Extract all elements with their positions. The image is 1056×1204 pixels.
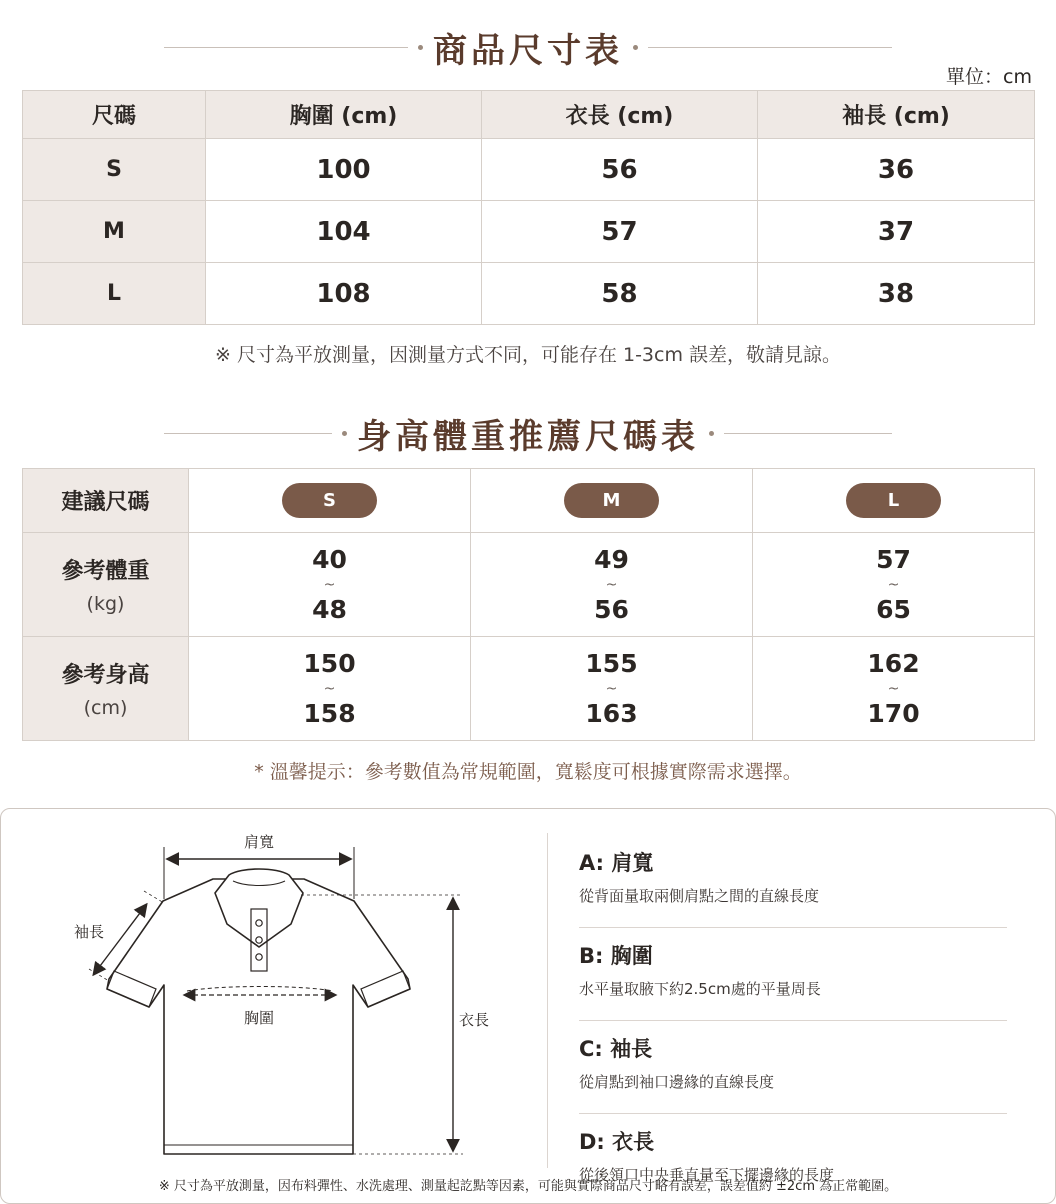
guide-footnote: ※ 尺寸為平放測量，因布料彈性、水洗處理、測量起訖點等因素，可能與實際商品尺寸略有誤差，誤差值約 ±2cm 為正常範圍。 [158,1179,898,1194]
recommend-table [22,468,1035,741]
polo-shirt-diagram [1,809,547,1169]
title-rule-right [724,433,892,434]
header-sleeve: 袖長 (cm) [758,91,1035,139]
chest-label: 胸圍 [243,1009,275,1027]
title-dot [418,45,423,50]
length-label: 衣長 [458,1011,490,1029]
button-icon [256,920,262,926]
row-label-weight-cell [23,533,189,637]
definition-desc: 從背面量取兩側肩點之間的直線長度 [579,887,820,905]
weight-min: 49 [594,544,629,574]
recommend-chart-title: 身高體重推薦尺碼表 [357,416,699,457]
weight-range-cell [471,533,753,637]
unit-label: 單位：cm [946,66,1032,88]
row-label-weight: 參考體重 [61,559,150,584]
definition-title: A: 肩寬 [579,851,654,875]
height-min: 150 [303,648,356,678]
definition-item [579,1033,1007,1114]
definition-title: D: 衣長 [579,1130,655,1154]
range-tilde: ~ [323,576,336,593]
sleeve-cell: 36 [758,139,1035,201]
table-row [23,469,1035,533]
title-rule-right [648,47,892,48]
range-tilde: ~ [887,576,900,593]
definition-desc: 從後領口中央垂直量至下擺邊緣的長度 [579,1166,835,1184]
row-unit-weight: (kg) [86,593,125,615]
definition-item [579,940,1007,1021]
weight-range-cell [753,533,1035,637]
size-pill-cell [189,469,471,533]
definition-desc: 水平量取腋下約2.5cm處的平量周長 [579,980,821,998]
definition-title: C: 袖長 [579,1037,653,1061]
size-pill: M [564,483,659,518]
title-rule-left [164,47,408,48]
measurement-guide [0,808,1056,1204]
size-cell: L [23,263,206,325]
row-unit-height: (cm) [83,697,128,719]
sleeve-label: 袖長 [73,923,105,941]
title-dot [633,45,638,50]
height-range-cell [189,637,471,741]
table-row [23,637,1035,741]
measurement-definitions [579,843,1007,1204]
table-header-row [23,91,1035,139]
size-chart-title-row [164,22,892,72]
weight-max: 56 [594,594,629,624]
length-cell: 57 [482,201,758,263]
row-label-size: 建議尺碼 [23,469,189,533]
button-icon [256,937,262,943]
chest-cell: 108 [206,263,482,325]
size-pill-cell [471,469,753,533]
range-tilde: ~ [605,576,618,593]
weight-max: 48 [312,594,347,624]
table-row [23,533,1035,637]
guide-divider [547,833,548,1168]
height-max: 163 [585,698,638,728]
recommend-chart-note: * 溫馨提示：參考數值為常規範圍，寬鬆度可根據實際需求選擇。 [254,761,802,783]
height-max: 170 [867,698,920,728]
length-cell: 56 [482,139,758,201]
table-row [23,201,1035,263]
chest-cell: 100 [206,139,482,201]
header-chest: 胸圍 (cm) [206,91,482,139]
length-cell: 58 [482,263,758,325]
table-row [23,139,1035,201]
size-pill: L [846,483,941,518]
shoulder-label: 肩寬 [243,833,275,851]
definition-title: B: 胸圍 [579,944,653,968]
table-row [23,263,1035,325]
chest-cell: 104 [206,201,482,263]
size-pill-cell [753,469,1035,533]
weight-range-cell [189,533,471,637]
range-tilde: ~ [887,680,900,697]
height-min: 162 [867,648,920,678]
row-label-height: 參考身高 [61,663,150,688]
title-dot [342,431,347,436]
size-table [22,90,1035,325]
definition-item [579,847,1007,928]
recommend-chart-title-row [164,408,892,458]
button-icon [256,954,262,960]
height-max: 158 [303,698,356,728]
size-cell: S [23,139,206,201]
row-label-height-cell [23,637,189,741]
height-range-cell [471,637,753,741]
range-tilde: ~ [323,680,336,697]
header-length: 衣長 (cm) [482,91,758,139]
size-chart-note: ※ 尺寸為平放測量，因測量方式不同，可能存在 1-3cm 誤差，敬請見諒。 [214,344,842,366]
range-tilde: ~ [605,680,618,697]
weight-min: 57 [876,544,911,574]
size-pill: S [282,483,377,518]
sleeve-cell: 38 [758,263,1035,325]
title-rule-left [164,433,332,434]
title-dot [709,431,714,436]
weight-max: 65 [876,594,911,624]
header-size: 尺碼 [23,91,206,139]
sleeve-cell: 37 [758,201,1035,263]
height-min: 155 [585,648,638,678]
height-range-cell [753,637,1035,741]
size-cell: M [23,201,206,263]
size-chart-title: 商品尺寸表 [433,30,623,71]
definition-desc: 從肩點到袖口邊緣的直線長度 [579,1073,775,1091]
weight-min: 40 [312,544,347,574]
